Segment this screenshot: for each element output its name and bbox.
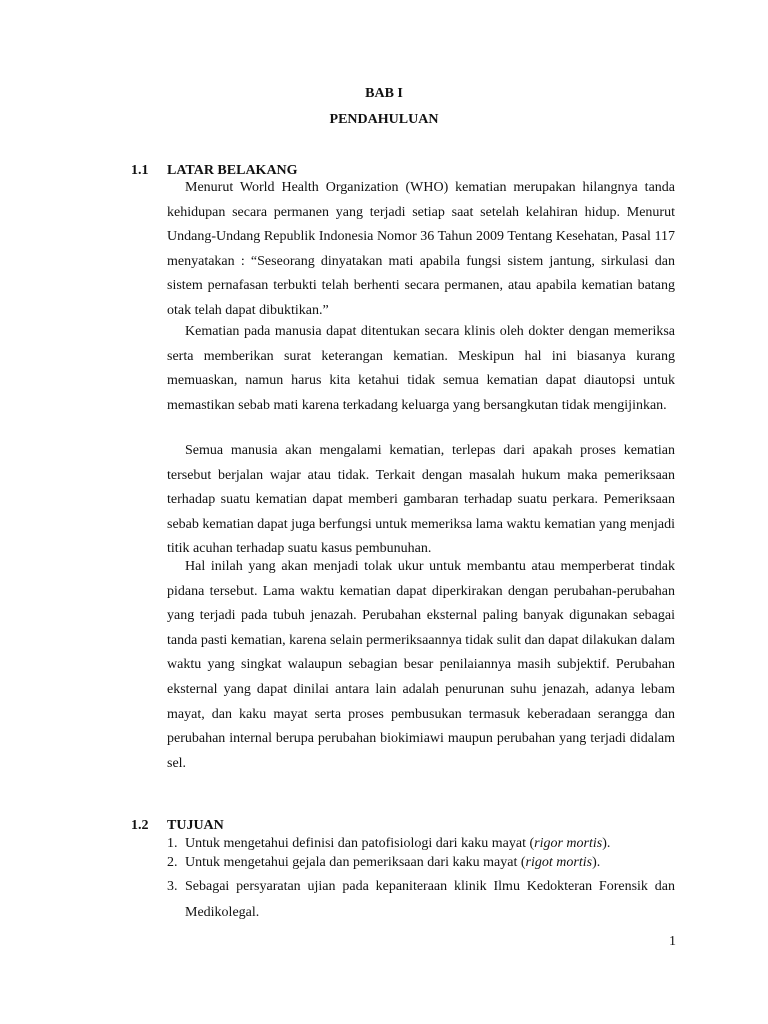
objective-list [167,834,675,926]
list-text: Sebagai persyaratan ujian pada kepaniteraan klinik Ilmu Kedokteran Forensik dan Medikolegal. [185,879,675,920]
list-text-italic: rigor mortis [534,836,603,851]
paragraph: Kematian pada manusia dapat ditentukan secara klinis oleh dokter dengan memeriksa serta memberikan surat keterangan kematian. Meskipun hal ini biasanya kurang memuaskan, namun harus kita ketahui tidak semua kematian dapat diautopsi untuk memastikan sebab mati karena terkadang keluarga yang bersangkutan tidak mengijinkan. [167,324,675,413]
section-number: 1.1 [131,163,149,178]
list-item [167,853,675,872]
list-text: Untuk mengetahui definisi dan patofisiologi dari kaku mayat ( [185,836,535,851]
paragraph: Hal inilah yang akan menjadi tolak ukur untuk membantu atau memperberat tindak pidana tersebut. Lama waktu kematian dapat diperkirakan dengan perubahan-perubahan yang terjadi pada tubuh jenazah. Perubahan eksternal paling banyak digunakan sebagai tanda pasti kematian, karena selain permeriksaannya tidak sulit dan dapat dilakukan dalam waktu yang singkat walaupun sebagian besar penilaiannya masih subjektif. Perubahan eksternal yang dapat dinilai antara lain adalah penurunan suhu jenazah, adanya lebam mayat, dan kaku mayat serta proses pembusukan termasuk keberadaan serangga dan perubahan internal berupa perubahan biokimiawi maupun perubahan yang terjadi didalam sel. [167,559,675,771]
paragraph: Menurut World Health Organization (WHO) kematian merupakan hilangnya tanda kehidupan secara permanen yang terjadi setiap saat setelah kelahiran hidup. Menurut Undang-Undang Republik Indonesia Nomor 36 Tahun 2009 Tentang Kesehatan, Pasal 117 menyatakan : “Seseorang dinyatakan mati apabila fungsi sistem jantung, sirkulasi dan sistem pernafasan terbukti telah berhenti secara permanen, atau apabila kematian batang otak telah dapat dibuktikan.” [167,180,675,318]
list-text: ). [592,855,601,870]
list-text-italic: rigot mortis [525,855,593,870]
section-heading: LATAR BELAKANG [167,163,298,178]
section-heading: TUJUAN [167,818,224,833]
list-item [167,874,675,926]
chapter-number: BAB I [365,86,403,101]
list-number: 1. [167,836,178,851]
list-text: Untuk mengetahui gejala dan pemeriksaan dari kaku mayat ( [185,855,526,870]
list-text: ). [602,836,611,851]
section-number: 1.2 [131,818,149,833]
list-number: 3. [167,879,178,894]
list-number: 2. [167,855,178,870]
chapter-title: PENDAHULUAN [329,112,439,127]
list-item [167,834,675,853]
paragraph: Semua manusia akan mengalami kematian, terlepas dari apakah proses kematian tersebut berjalan wajar atau tidak. Terkait dengan masalah hukum maka pemeriksaan terhadap suatu kematian dapat memberi gambaran terhadap suatu perkara. Pemeriksaan sebab kematian dapat juga berfungsi untuk memeriksa lama waktu kematian yang menjadi titik acuhan terhadap suatu kasus pembunuhan. [167,443,675,557]
page-number: 1 [669,934,676,949]
